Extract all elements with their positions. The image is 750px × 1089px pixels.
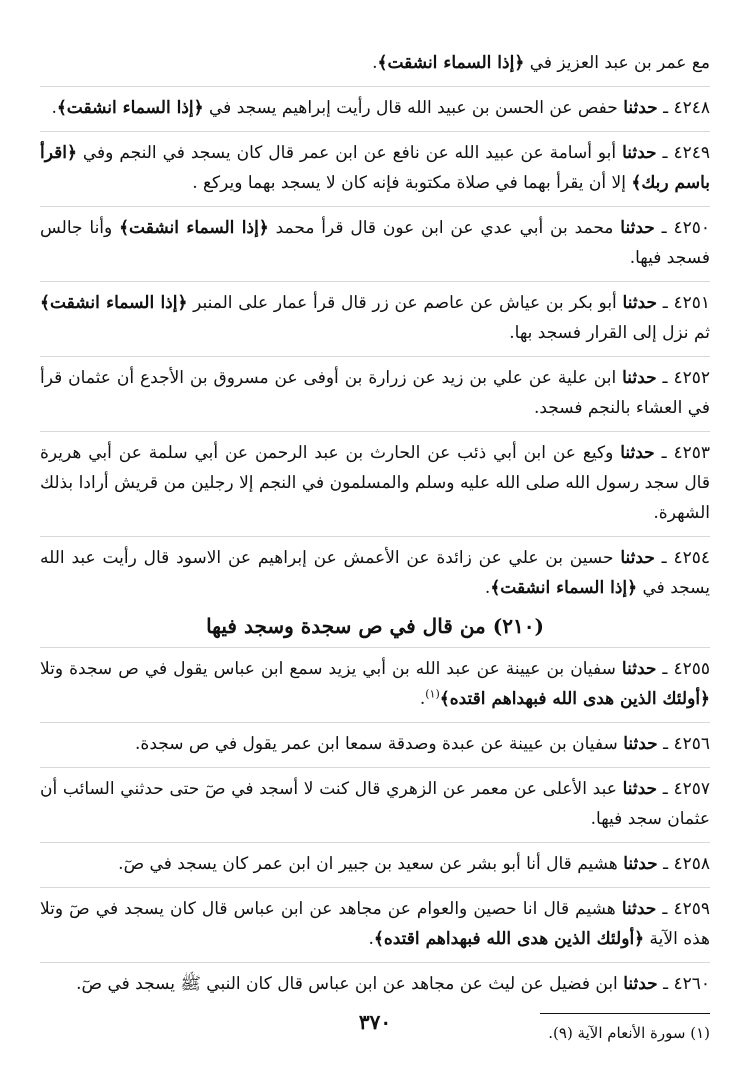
document-page xyxy=(40,48,710,1044)
narration-keyword: حدثنا xyxy=(622,143,657,163)
narration-keyword: حدثنا xyxy=(621,899,657,919)
dash-separator: ـ xyxy=(656,143,674,163)
hadith-entry xyxy=(40,356,710,423)
hadith-number: ٤٢٦٠ xyxy=(673,974,710,994)
hadith-text-end: إلا أن يقرأ بهما في صلاة مكتوبة فإنه كان لا يسجد بهما ويركع . xyxy=(192,173,632,193)
narration-keyword: حدثنا xyxy=(620,443,655,463)
hadith-text: وكيع عن ابن أبي ذئب عن الحارث بن عبد الرحمن عن أبي سلمة عن أبي هريرة قال سجد رسول الله صلى الله عليه وسلم والمسلمون في النجم إلا رجلين من قريش أرادا بذلك الشهرة. xyxy=(40,443,710,523)
hadith-number: ٤٢٥٦ xyxy=(673,734,710,754)
footnote: (١) سورة الأنعام الآية (٩). xyxy=(548,1024,710,1042)
hadith-text: ابن علية عن علي بن زيد عن زرارة بن أوفى عن مسروق بن الأجدع أن عثمان قرأ في العشاء بالنجم فسجد. xyxy=(40,368,710,418)
hadith-entry xyxy=(40,536,710,603)
dash-separator: ـ xyxy=(654,548,674,568)
narration-keyword: حدثنا xyxy=(623,974,658,994)
quran-quote: ﴿إذا السماء انشقت﴾ xyxy=(119,218,269,238)
hadith-text: محمد بن أبي عدي عن ابن عون قال قرأ محمد xyxy=(268,218,621,238)
hadith-number: ٤٢٥٨ xyxy=(673,854,710,874)
quran-quote: ﴿إذا السماء انشقت﴾ xyxy=(56,98,204,118)
dash-separator: ـ xyxy=(656,899,674,919)
hadith-text: سفيان بن عيينة عن عبدة وصدقة سمعا ابن عمر يقول في ص سجدة. xyxy=(135,734,624,754)
hadith-number: ٤٢٥٧ xyxy=(673,779,710,799)
hadith-number: ٤٢٤٨ xyxy=(673,98,710,118)
hadith-text: عبد الأعلى عن معمر عن الزهري قال كنت لا أسجد في صٓ حتى حدثني السائب أن عثمان سجد فيها. xyxy=(40,779,710,829)
dash-separator: ـ xyxy=(654,218,674,238)
hadith-text-end: . xyxy=(368,929,374,949)
hadith-entry xyxy=(40,131,710,198)
page-number: ٣٧٠ xyxy=(358,1010,392,1034)
hadith-number: ٤٢٥٢ xyxy=(673,368,710,388)
dash-separator: ـ xyxy=(654,443,674,463)
hadith-entry xyxy=(40,206,710,273)
narration-keyword: حدثنا xyxy=(620,218,655,238)
narration-keyword: حدثنا xyxy=(623,734,658,754)
hadith-text-end: . xyxy=(51,98,57,118)
quran-quote: ﴿إذا السماء انشقت﴾ xyxy=(490,578,638,598)
quran-quote: ﴿إذا السماء انشقت﴾ xyxy=(377,53,525,73)
hadith-list xyxy=(40,86,710,603)
dash-separator: ـ xyxy=(657,854,674,874)
hadith-text: سفيان بن عيينة عن عبد الله بن أبي يزيد سمع ابن عباس يقول في ص سجدة وتلا xyxy=(40,659,622,679)
hadith-number: ٤٢٥٤ xyxy=(673,548,710,568)
hadith-entry xyxy=(40,86,710,123)
hadith-entry xyxy=(40,887,710,954)
dash-separator: ـ xyxy=(657,779,674,799)
dash-separator: ـ xyxy=(657,974,674,994)
hadith-entry xyxy=(40,647,710,714)
hadith-list-section xyxy=(40,647,710,999)
hadith-text-end: وأنا جالس فسجد فيها. xyxy=(40,218,710,268)
hadith-entry xyxy=(40,842,710,879)
hadith-number: ٤٢٥٣ xyxy=(673,443,710,463)
quran-quote: ﴿إذا السماء انشقت﴾ xyxy=(40,293,188,313)
footnote-reference: (١) xyxy=(425,687,440,701)
hadith-text: هشيم قال أنا أبو بشر عن سعيد بن جبير ان ابن عمر كان يسجد في صٓ. xyxy=(118,854,624,874)
intro-paragraph: مع عمر بن عبد العزيز في ﴿إذا السماء انشقت﴾. xyxy=(372,53,710,73)
hadith-text: هشيم قال انا حصين والعوام عن مجاهد عن ابن عباس قال كان يسجد في صٓ وتلا هذه الآية xyxy=(40,899,710,949)
hadith-number: ٤٢٤٩ xyxy=(673,143,710,163)
dash-separator: ـ xyxy=(656,368,674,388)
hadith-text: حسين بن علي عن زائدة عن الأعمش عن إبراهيم عن الاسود قال رأيت عبد الله يسجد في xyxy=(40,548,710,598)
hadith-text: أبو بكر بن عياش عن عاصم عن زر قال قرأ عمار على المنبر xyxy=(187,293,623,313)
intro-text: مع عمر بن عبد العزيز في xyxy=(524,53,710,73)
narration-keyword: حدثنا xyxy=(622,779,658,799)
dash-separator: ـ xyxy=(657,734,674,754)
narration-keyword: حدثنا xyxy=(621,659,657,679)
hadith-text: أبو أسامة عن عبيد الله عن نافع عن ابن عمر قال كان يسجد في النجم وفي xyxy=(76,143,623,163)
hadith-number: ٤٢٥٠ xyxy=(673,218,710,238)
hadith-text-end: . xyxy=(419,689,426,709)
narration-keyword: حدثنا xyxy=(623,854,658,874)
hadith-number: ٤٢٥١ xyxy=(673,293,710,313)
hadith-entry xyxy=(40,722,710,759)
quran-quote: ﴿أولئك الذين هدى الله فبهداهم اقتده﴾ xyxy=(373,929,645,949)
narration-keyword: حدثنا xyxy=(622,293,657,313)
hadith-entry xyxy=(40,431,710,528)
hadith-entry xyxy=(40,962,710,999)
hadith-text-end: ثم نزل إلى القرار فسجد بها. xyxy=(509,323,710,343)
hadith-entry xyxy=(40,767,710,834)
dash-separator: ـ xyxy=(656,659,674,679)
hadith-number: ٤٢٥٩ xyxy=(673,899,710,919)
hadith-text-end: . xyxy=(484,578,491,598)
narration-keyword: حدثنا xyxy=(623,98,658,118)
dash-separator: ـ xyxy=(657,293,674,313)
hadith-entry xyxy=(40,281,710,348)
hadith-text: حفص عن الحسن بن عبيد الله قال رأيت إبراهيم يسجد في xyxy=(203,98,624,118)
narration-keyword: حدثنا xyxy=(622,368,657,388)
quran-quote: ﴿اقرأ باسم ربك﴾ xyxy=(40,143,710,193)
quran-quote: ﴿أولئك الذين هدى الله فبهداهم اقتده﴾ xyxy=(439,689,710,709)
dash-separator: ـ xyxy=(657,98,674,118)
section-heading: (٢١٠) من قال في ص سجدة وسجد فيها xyxy=(206,614,544,638)
narration-keyword: حدثنا xyxy=(620,548,655,568)
hadith-text: ابن فضيل عن ليث عن مجاهد عن ابن عباس قال كان النبي ﷺ يسجد في صٓ. xyxy=(76,974,624,994)
hadith-number: ٤٢٥٥ xyxy=(673,659,710,679)
